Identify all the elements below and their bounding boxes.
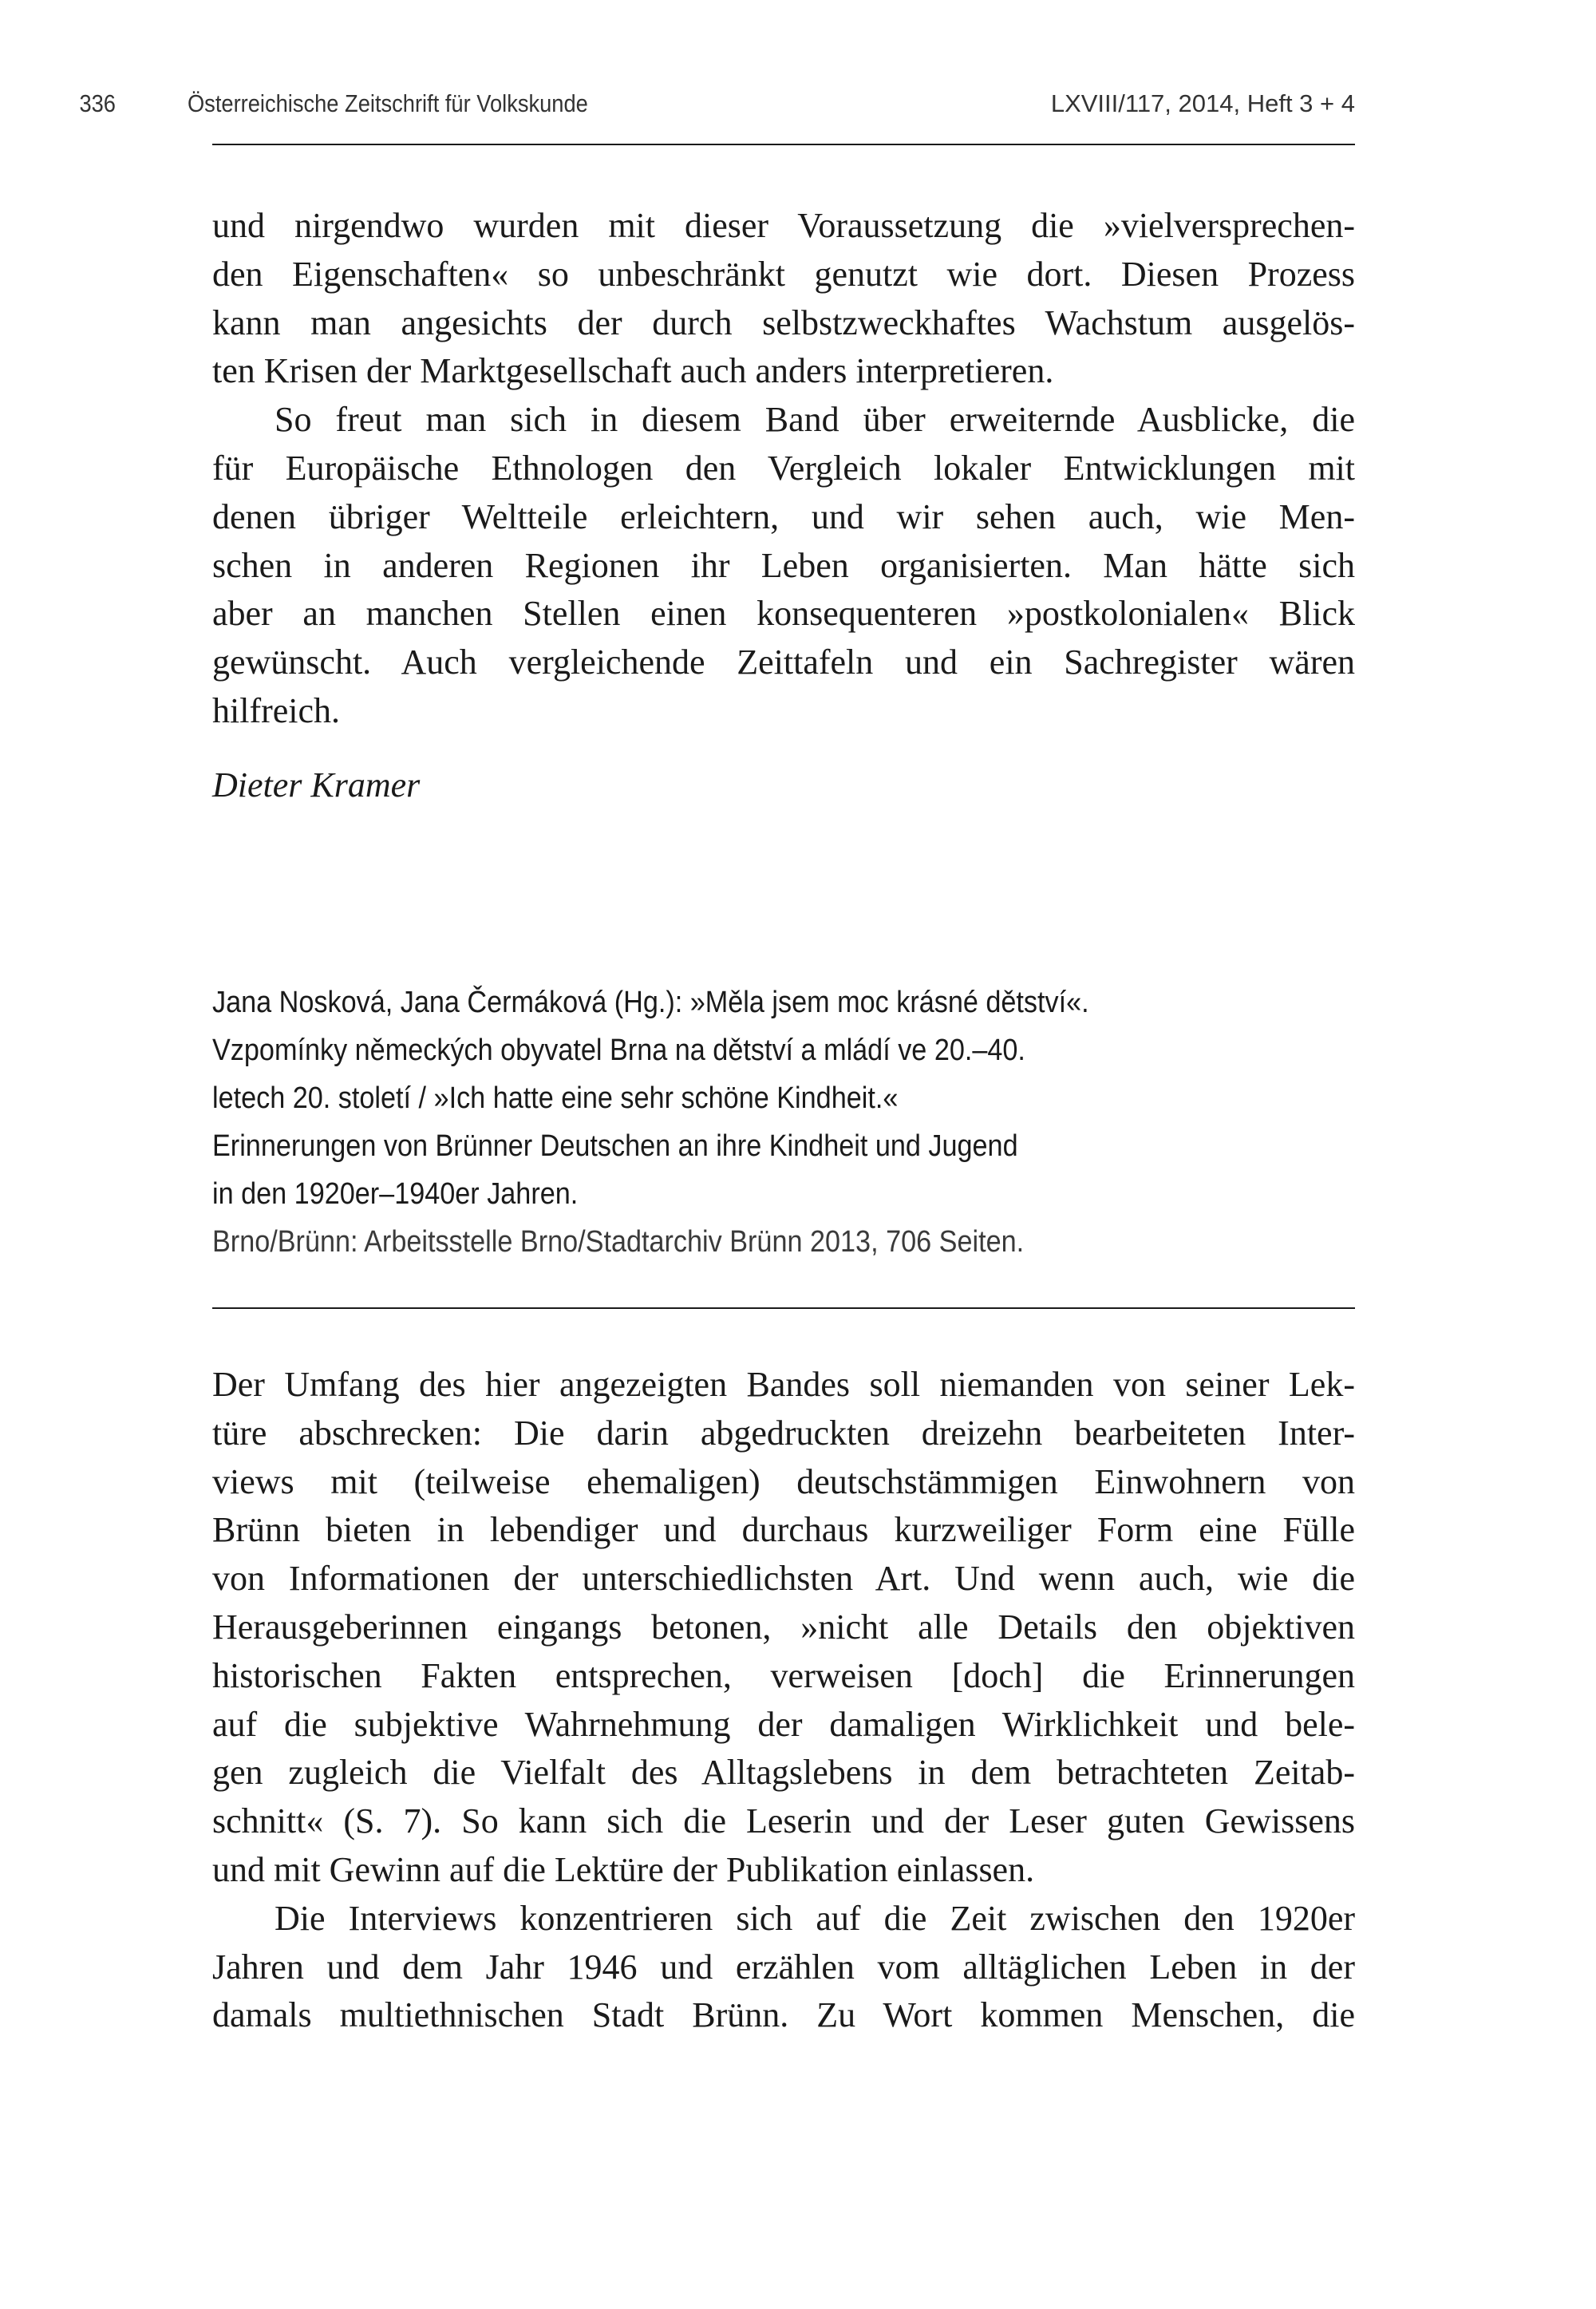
text-line: und nirgendwo wurden mit dieser Voraussetzung die »vielversprechen- (212, 206, 1355, 245)
text-line: hilfreich. (212, 690, 341, 730)
text-line: Der Umfang des hier angezeigten Bandes soll niemanden von seiner Lek- (212, 1365, 1355, 1404)
section-divider (212, 1307, 1355, 1309)
paragraph (212, 202, 1355, 396)
text-line: damals multiethnischen Stadt Brünn. Zu Wort kommen Menschen, die (212, 1995, 1355, 2035)
book-title-line: Vzpomínky německých obyvatel Brna na dětství a mládí ve 20.–40. (212, 1034, 1025, 1067)
text-line: von Informationen der unterschiedlichsten Art. Und wenn auch, wie die (212, 1559, 1355, 1599)
review-author-signature: Dieter Kramer (212, 765, 421, 805)
text-line: views mit (teilweise ehemaligen) deutschstämmigen Einwohnern von (212, 1461, 1355, 1501)
text-line: für Europäische Ethnologen den Vergleich lokaler Entwicklungen mit (212, 448, 1355, 488)
text-line: türe abschrecken: Die darin abgedruckten dreizehn bearbeiteten Inter- (212, 1413, 1355, 1453)
text-line: gen zugleich die Vielfalt des Alltagslebens in dem betrachteten Zeitab- (212, 1753, 1355, 1793)
text-line: schnitt« (S. 7). So kann sich die Leserin und der Leser guten Gewissens (212, 1801, 1355, 1841)
header-divider (212, 144, 1355, 145)
text-line: Herausgeberinnen eingangs betonen, »nicht alle Details den objektiven (212, 1607, 1355, 1647)
text-line: schen in anderen Regionen ihr Leben organisierten. Man hätte sich (212, 545, 1355, 585)
text-line: aber an manchen Stellen einen konsequenteren »postkolonialen« Blick (212, 594, 1355, 634)
book-title-line: Jana Nosková, Jana Čermáková (Hg.): »Měla jsem moc krásné dětství«. (212, 986, 1089, 1019)
bibliographic-entry (212, 979, 1409, 1266)
paragraph (212, 1895, 1355, 2040)
paragraph (212, 396, 1355, 736)
book-title-line: in den 1920er–1940er Jahren. (212, 1177, 579, 1211)
page-number: 336 (79, 89, 116, 117)
text-line: Die Interviews konzentrieren sich auf die Zeit zwischen den 1920er (275, 1898, 1355, 1938)
review-2-body (212, 1361, 1355, 2040)
text-line: gewünscht. Auch vergleichende Zeittafeln und ein Sachregister wären (212, 642, 1355, 682)
review-1-body (212, 202, 1355, 736)
text-line: ten Krisen der Marktgesellschaft auch anders interpretieren. (212, 351, 1054, 391)
paragraph (212, 1361, 1355, 1895)
text-line: So freut man sich in diesem Band über erweiternde Ausblicke, die (275, 400, 1355, 440)
issue-info-container (1009, 89, 1355, 129)
book-title-line: Erinnerungen von Brünner Deutschen an ihre Kindheit und Jugend (212, 1129, 1018, 1163)
text-line: den Eigenschaften« so unbeschränkt genutzt wie dort. Diesen Prozess (212, 254, 1355, 294)
text-line: Brünn bieten in lebendiger und durchaus kurzweiliger Form eine Fülle (212, 1510, 1355, 1550)
issue-info: LXVIII/117, 2014, Heft 3 + 4 (1050, 89, 1355, 117)
book-title-line: letech 20. století / »Ich hatte eine sehr schöne Kindheit.« (212, 1081, 899, 1115)
text-line: Jahren und dem Jahr 1946 und erzählen vom alltäglichen Leben in der (212, 1947, 1355, 1987)
journal-title: Österreichische Zeitschrift für Volkskunde (187, 89, 588, 117)
publication-details: Brno/Brünn: Arbeitsstelle Brno/Stadtarchiv Brünn 2013, 706 Seiten. (212, 1225, 1025, 1259)
text-line: historischen Fakten entsprechen, verweisen [doch] die Erinnerungen (212, 1655, 1355, 1695)
text-line: auf die subjektive Wahrnehmung der damaligen Wirklichkeit und bele- (212, 1704, 1355, 1744)
text-line: und mit Gewinn auf die Lektüre der Publikation einlassen. (212, 1849, 1035, 1889)
text-line: kann man angesichts der durch selbstzweckhaftes Wachstum ausgelös- (212, 302, 1355, 342)
text-line: denen übriger Weltteile erleichtern, und wir sehen auch, wie Men- (212, 496, 1355, 536)
